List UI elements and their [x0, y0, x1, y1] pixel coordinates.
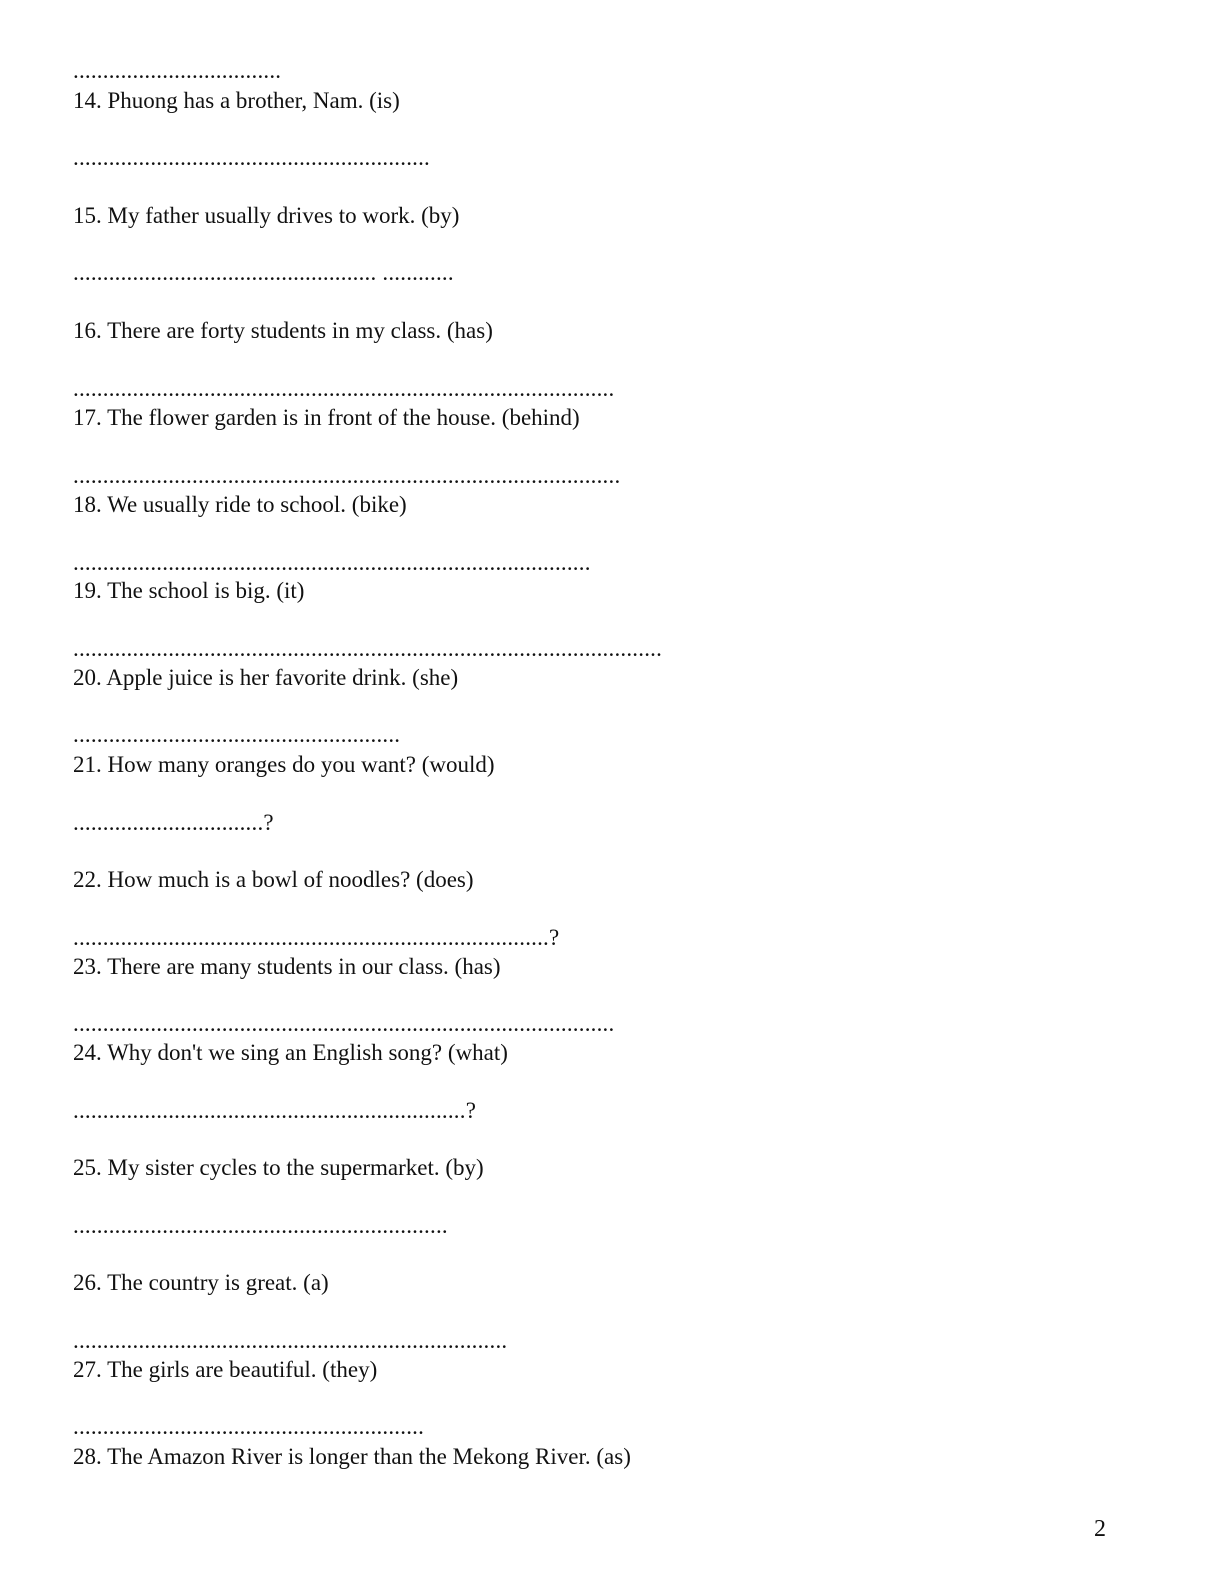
- answer-line: ...................................................................................................: [73, 636, 663, 661]
- answer-line: ...................................: [73, 58, 282, 83]
- question-15: 15. My father usually drives to work. (by): [73, 203, 460, 228]
- answer-line: .......................................................: [73, 722, 401, 747]
- question-16: 16. There are forty students in my class. (has): [73, 318, 493, 343]
- question-25: 25. My sister cycles to the supermarket. (by): [73, 1155, 484, 1180]
- answer-line: ............................................................................................: [73, 463, 621, 488]
- question-23: 23. There are many students in our class. (has): [73, 954, 501, 979]
- answer-line: ...........................................................................................: [73, 1011, 615, 1036]
- question-14: 14. Phuong has a brother, Nam. (is): [73, 88, 400, 113]
- answer-line: ...............................................................: [73, 1213, 448, 1238]
- question-28: 28. The Amazon River is longer than the Mekong River. (as): [73, 1444, 631, 1469]
- answer-line: ............................................................: [73, 145, 430, 170]
- answer-line: .........................................................................: [73, 1328, 508, 1353]
- answer-line: ...........................................................................................: [73, 376, 615, 401]
- question-26: 26. The country is great. (a): [73, 1270, 329, 1295]
- question-21: 21. How many oranges do you want? (would): [73, 752, 495, 777]
- question-22: 22. How much is a bowl of noodles? (does): [73, 867, 474, 892]
- answer-line: .......................................................................................: [73, 550, 591, 575]
- question-24: 24. Why don't we sing an English song? (what): [73, 1040, 508, 1065]
- question-17: 17. The flower garden is in front of the house. (behind): [73, 405, 580, 430]
- question-20: 20. Apple juice is her favorite drink. (she): [73, 665, 459, 690]
- question-19: 19. The school is big. (it): [73, 578, 305, 603]
- question-18: 18. We usually ride to school. (bike): [73, 492, 407, 517]
- answer-line: ................................................................................?: [73, 925, 560, 950]
- answer-line: ................................................... ............: [73, 260, 454, 285]
- question-27: 27. The girls are beautiful. (they): [73, 1357, 378, 1382]
- page-number: 2: [1094, 1516, 1106, 1542]
- answer-line: ................................?: [73, 810, 274, 835]
- answer-line: ..................................................................?: [73, 1098, 477, 1123]
- answer-line: ...........................................................: [73, 1414, 425, 1439]
